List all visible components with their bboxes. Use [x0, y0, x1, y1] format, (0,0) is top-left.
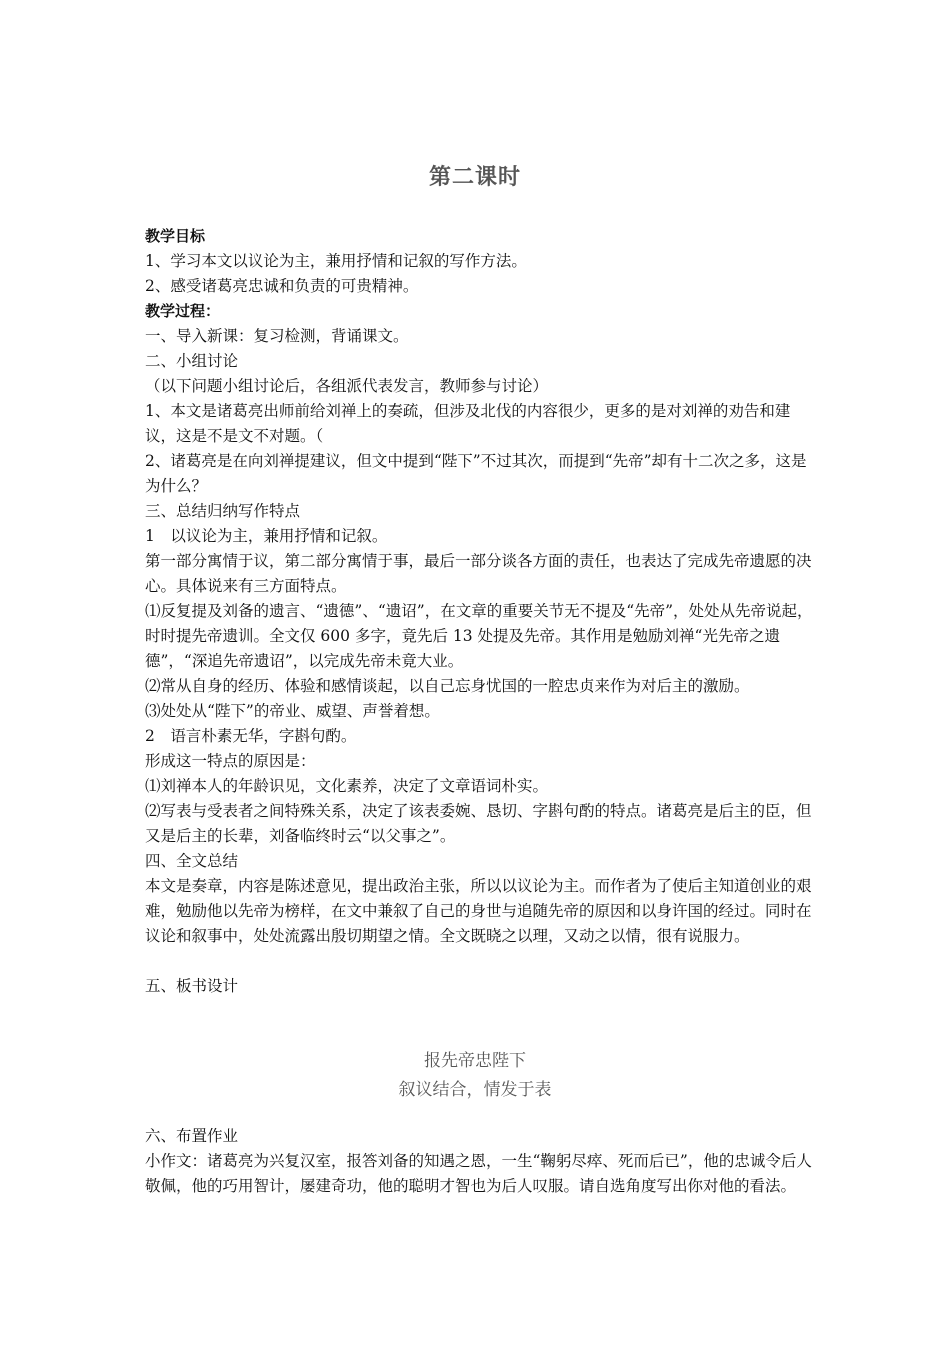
- paragraph: 三、总结归纳写作特点: [145, 502, 301, 520]
- paragraph: 二、小组讨论: [145, 352, 239, 370]
- board-design-line-1: 报先帝忠陛下: [424, 1051, 526, 1071]
- paragraph: 一、导入新课：复习检测，背诵课文。: [145, 327, 409, 345]
- paragraph: 1 以议论为主，兼用抒情和记叙。: [145, 527, 388, 545]
- homework-text: [145, 1124, 813, 1199]
- paragraph: 2、感受诸葛亮忠诚和负责的可贵精神。: [145, 277, 419, 295]
- paragraph: 2 语言朴素无华，字斟句酌。: [145, 727, 357, 745]
- paragraph: 第一部分寓情于议，第二部分寓情于事，最后一部分谈各方面的责任，也表达了完成先帝遗愿的决心。具体说来有三方面特点。: [145, 552, 812, 595]
- paragraph: 本文是奏章，内容是陈述意见，提出政治主张，所以以议论为主。而作者为了使后主知道创业的艰难，勉励他以先帝为榜样，在文中兼叙了自己的身世与追随先帝的原因和以身许国的经过。同时在议论和叙事中，处处流露出殷切期望之情。全文既晓之以理，又动之以情，很有说服力。: [145, 877, 812, 945]
- paragraph: 2、诸葛亮是在向刘禅提建议，但文中提到“陛下”不过其次，而提到“先帝”却有十二次之多，这是为什么？: [145, 452, 807, 495]
- paragraph: 小作文：诸葛亮为兴复汉室，报答刘备的知遇之恩，一生“鞠躬尽瘁、死而后已”，他的忠诚令后人敬佩，他的巧用智计，屡建奇功，他的聪明才智也为后人叹服。请自选角度写出你对他的看法。: [145, 1152, 812, 1195]
- paragraph: 1、本文是诸葛亮出师前给刘禅上的奏疏，但涉及北伐的内容很少，更多的是对刘禅的劝告和建议，这是不是文不对题。（: [145, 402, 791, 445]
- paragraph: 四、全文总结: [145, 852, 239, 870]
- paragraph: 五、板书设计: [145, 977, 239, 995]
- page-title: 第二课时: [428, 165, 521, 190]
- paragraph: ⑶处处从“陛下”的帝业、威望、声誉着想。: [145, 702, 440, 720]
- paragraph: ⑵写表与受表者之间特殊关系，决定了该表委婉、恳切、字斟句酌的特点。诸葛亮是后主的臣，但又是后主的长辈，刘备临终时云“以父事之”。: [145, 802, 812, 845]
- paragraph: [145, 949, 813, 974]
- body-text: [145, 224, 813, 999]
- paragraph: ⑵常从自身的经历、体验和感情谈起，以自己忘身忧国的一腔忠贞来作为对后主的激励。: [145, 677, 750, 695]
- paragraph: 六、布置作业: [145, 1127, 239, 1145]
- paragraph: ⑴刘禅本人的年龄识见，文化素养，决定了文章语词朴实。: [145, 777, 549, 795]
- paragraph: （以下问题小组讨论后，各组派代表发言，教师参与讨论）: [145, 377, 549, 395]
- section-heading: 教学目标: [145, 227, 206, 245]
- board-design-line-2: 叙议结合，情发于表: [398, 1080, 552, 1100]
- paragraph: ⑴反复提及刘备的遗言、“遗德”、“遗诏”，在文章的重要关节无不提及“先帝”，处处从先帝说起，时时提先帝遗训。全文仅 600 多字，竟先后 13 处提及先帝。其作用是勉励刘禅“光先帝之遗德”，“深追先帝遗诏”，以完成先帝未竟大业。: [145, 602, 813, 670]
- paragraph: 1、学习本文以议论为主，兼用抒情和记叙的写作方法。: [145, 252, 527, 270]
- paragraph: 形成这一特点的原因是：: [145, 752, 316, 770]
- section-heading: 教学过程：: [145, 302, 221, 320]
